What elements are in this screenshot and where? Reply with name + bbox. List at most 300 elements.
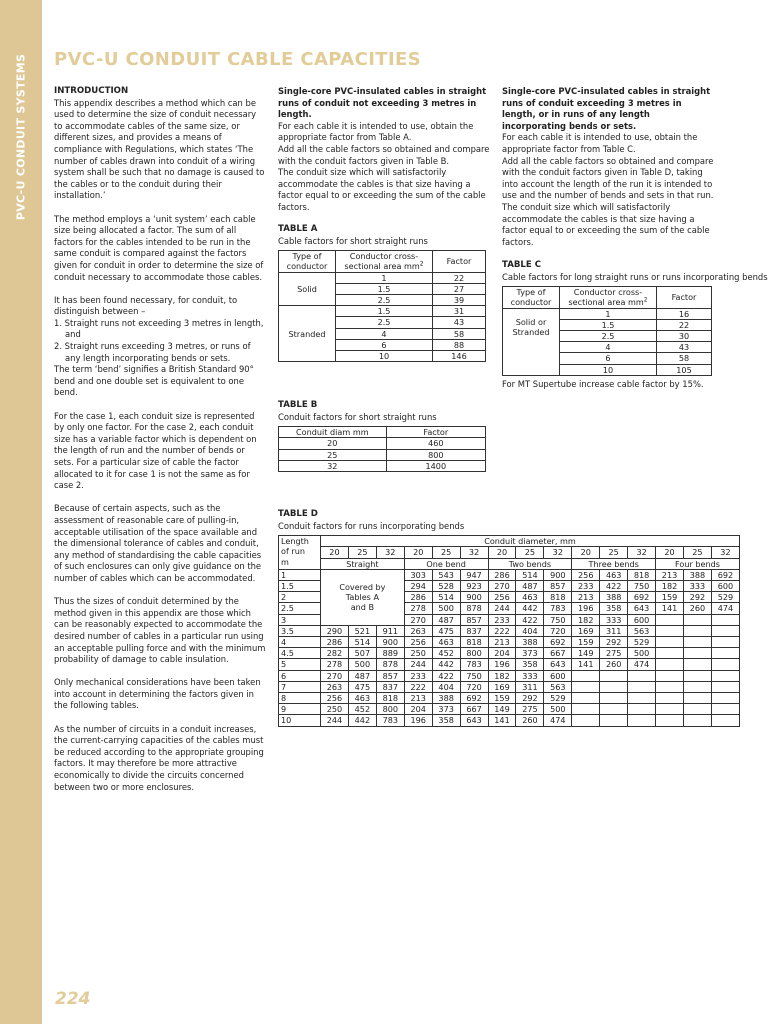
table-a-title: TABLE A [278,224,318,234]
table-cell [600,670,628,681]
table-cell: 39 [433,295,486,306]
table-cell: 878 [376,659,404,670]
table-cell: 750 [544,614,572,625]
table-cell: 333 [516,670,544,681]
table-cell: 311 [516,681,544,692]
intro-paragraph: For the case 1, each conduit size is represented by only one factor. For the case 2, each conduit size has a variable factor which is dependent on the length of run and the number of bends or sets. For a particular size of cable the factor allocated to it for case 1 is not the same as for case 2. [54,410,257,491]
table-cell: 900 [376,637,404,648]
table-cell: 463 [600,569,628,580]
table-header: Conduit diam mm [279,427,387,438]
table-cell: 800 [376,704,404,715]
table-cell [572,704,600,715]
table-cell: 22 [433,272,486,283]
table-cell: 182 [656,581,684,592]
table-cell: 500 [432,603,460,614]
table-cell: 204 [404,704,432,715]
table-cell: 388 [600,592,628,603]
table-cell: 750 [628,581,656,592]
table-cell: 30 [657,331,712,342]
table-cell: 58 [433,328,486,339]
length-header-line: m [281,556,289,567]
table-cell: 452 [432,648,460,659]
table-cell [656,659,684,670]
size-header-row [279,547,740,558]
table-c-subtitle: Cable factors for long straight runs or runs incorporating bends [502,271,768,282]
length-cell: 2.5 [279,603,321,614]
list-item: 2. Straight runs exceeding 3 metres, or runs of any length incorporating bends or sets. [54,341,251,363]
table-cell: 475 [348,681,376,692]
table-cell: 303 [404,569,432,580]
table-header: Conductor cross-sectional area $mm^2$ [560,287,657,308]
table-c-block [502,260,768,390]
size-header: 20 [321,547,349,558]
table-cell: 452 [348,704,376,715]
table-cell: 292 [516,693,544,704]
table-d-subtitle: Conduit factors for runs incorporating bends [278,520,465,531]
table-cell: 244 [488,603,516,614]
table-cell [656,704,684,715]
table-cell: 720 [460,681,488,692]
table-cell: 275 [516,704,544,715]
table-cell: 521 [348,625,376,636]
table-cell: 290 [321,625,349,636]
table-cell: 182 [488,670,516,681]
table-cell: 818 [460,637,488,648]
table-cell: 294 [404,581,432,592]
table-cell: 750 [460,670,488,681]
table-cell: 213 [572,592,600,603]
size-header: 32 [376,547,404,558]
table-cell [628,693,656,704]
table-cell: 149 [488,704,516,715]
table-cell [656,681,684,692]
table-cell: 692 [544,637,572,648]
length-cell: 2 [279,592,321,603]
table-cell: 204 [488,648,516,659]
table-cell: 16 [657,308,712,319]
table-cell: 233 [404,670,432,681]
length-header-line: Length [281,536,309,547]
table-cell: 783 [460,659,488,670]
table-cell: 244 [404,659,432,670]
table-cell: 43 [433,317,486,328]
table-cell: 800 [460,648,488,659]
table-d [278,535,740,726]
table-cell: 474 [628,659,656,670]
table-cell: 487 [432,614,460,625]
length-cell: 7 [279,681,321,692]
table-cell: 286 [321,637,349,648]
table-cell: 244 [321,715,349,726]
table-d-title: TABLE D [278,509,318,519]
table-cell [656,614,684,625]
bend-group-header: Four bends [656,558,740,569]
table-cell: 818 [376,693,404,704]
table-cell: 358 [600,603,628,614]
size-header: 20 [404,547,432,558]
covered-note-line: Tables A [345,592,380,603]
length-cell: 10 [279,715,321,726]
table-cell: 500 [544,704,572,715]
table-cell: 6 [336,339,433,350]
length-cell: 3 [279,614,321,625]
table-cell: 182 [572,614,600,625]
table-b-title: TABLE B [278,400,318,410]
long-runs-heading: Single-core PVC-insulated cables in straight runs of conduit exceeding 3 metres in length, or in runs of any length incorporating bends or sets. [502,86,711,131]
table-c-title: TABLE C [502,260,542,270]
table-cell: 292 [600,637,628,648]
size-header: 25 [432,547,460,558]
table-cell: 422 [600,581,628,592]
table-cell: 32 [279,460,387,471]
table-cell: 404 [516,625,544,636]
table-cell: 600 [711,581,739,592]
size-header: 32 [460,547,488,558]
table-cell: 256 [404,637,432,648]
length-cell: 4.5 [279,648,321,659]
table-cell: 286 [404,592,432,603]
table-cell: 667 [460,704,488,715]
table-row [279,569,740,580]
covered-note-cell [321,569,405,625]
table-c [502,286,712,376]
table-cell: 388 [432,693,460,704]
type-cell: Solid [279,272,336,306]
table-d-block [278,509,740,727]
table-cell: 563 [544,681,572,692]
table-cell [656,637,684,648]
section-label: PVC-U CONDUIT SYSTEMS [14,53,28,221]
table-cell: 507 [348,648,376,659]
table-cell: 358 [432,715,460,726]
table-cell: 563 [628,625,656,636]
table-cell: 2.5 [560,331,657,342]
introduction-heading: INTRODUCTION [54,86,129,96]
table-row [279,670,740,681]
sidebar-band [0,0,42,1024]
table-cell: 1.5 [336,306,433,317]
table-cell: 475 [432,625,460,636]
table-row [279,681,740,692]
table-cell: 487 [348,670,376,681]
table-cell: 667 [544,648,572,659]
long-runs-column [502,86,714,248]
table-cell [711,614,739,625]
table-cell [711,637,739,648]
table-cell [683,704,711,715]
table-cell [711,704,739,715]
table-cell: 1 [560,308,657,319]
table-cell: 373 [432,704,460,715]
bend-group-header: Two bends [488,558,572,569]
table-cell: 529 [544,693,572,704]
table-cell [711,670,739,681]
intro-paragraph: It has been found necessary, for conduit, to distinguish between – [54,294,238,317]
table-cell: 233 [488,614,516,625]
length-header-line: of run [281,546,305,557]
table-cell: 31 [433,306,486,317]
table-cell: 442 [516,603,544,614]
table-cell: 500 [628,648,656,659]
table-cell: 500 [348,659,376,670]
table-cell: 141 [488,715,516,726]
table-cell: 311 [600,625,628,636]
table-cell: 900 [544,569,572,580]
table-cell: 529 [628,637,656,648]
intro-paragraph: Thus the sizes of conduit determined by the method given in this appendix are those which can be reasonably expected to accommodate the desired number of cables in a particular run using an acceptable pulling force and with the minimum probability of damage to cable insulation. [54,596,266,665]
intro-paragraph: Because of certain aspects, such as the assessment of reasonable care of pulling-in, acceptable utilisation of the space available and the dimensional tolerance of cables and conduit, any method of standardising the cable capacities of such enclosures can only give guidance on the number of cables which can be accommodated. [54,503,262,583]
table-cell: 25 [279,449,387,460]
table-cell [683,715,711,726]
size-header: 20 [656,547,684,558]
table-cell: 857 [544,581,572,592]
table-cell: 250 [404,648,432,659]
table-cell: 600 [544,670,572,681]
table-cell: 169 [488,681,516,692]
table-cell [628,704,656,715]
table-row [279,715,740,726]
table-cell: 270 [404,614,432,625]
table-cell: 643 [544,659,572,670]
table-cell: 256 [321,693,349,704]
bend-group-header: Straight [321,558,405,569]
size-header: 32 [711,547,739,558]
table-cell: 88 [433,339,486,350]
table-cell [656,648,684,659]
table-cell: 196 [488,659,516,670]
table-cell: 263 [321,681,349,692]
table-cell: 514 [348,637,376,648]
intro-paragraph: As the number of circuits in a conduit increases, the current-carrying capacities of the cables must be reduced according to the appropriate grouping factors. It may therefore be more attractive economically to divide the circuits concerned between two or more enclosures. [54,723,264,792]
table-cell: 159 [572,637,600,648]
table-cell: 692 [628,592,656,603]
table-b [278,426,486,472]
table-cell: 720 [544,625,572,636]
table-row [279,648,740,659]
table-cell: 20 [279,438,387,449]
covered-note-line: Covered by [339,582,386,592]
table-cell: 388 [683,569,711,580]
table-cell [683,625,711,636]
table-cell: 278 [321,659,349,670]
table-cell: 404 [432,681,460,692]
table-cell: 260 [600,659,628,670]
table-cell [683,670,711,681]
table-cell: 442 [348,715,376,726]
length-cell: 8 [279,693,321,704]
table-cell: 692 [711,569,739,580]
table-cell: 233 [572,581,600,592]
table-cell: 282 [321,648,349,659]
table-cell: 442 [432,659,460,670]
table-cell: 10 [560,364,657,375]
table-cell: 278 [404,603,432,614]
size-header: 25 [600,547,628,558]
table-cell: 146 [433,351,486,362]
group-header-row [279,558,740,569]
table-cell: 1.5 [560,319,657,330]
table-cell: 4 [336,328,433,339]
size-header: 25 [348,547,376,558]
table-cell: 1.5 [336,283,433,294]
table-cell [600,704,628,715]
size-header: 25 [683,547,711,558]
table-b-block [278,400,486,472]
table-cell: 58 [657,353,712,364]
diameter-header: Conduit diameter, mm [321,536,740,547]
table-cell [683,693,711,704]
type-cell: Stranded [279,306,336,362]
table-cell [683,614,711,625]
table-cell [711,648,739,659]
length-cell: 1 [279,569,321,580]
table-cell: 196 [572,603,600,614]
table-cell: 159 [488,693,516,704]
table-cell: 256 [572,569,600,580]
table-cell [628,681,656,692]
size-header: 20 [488,547,516,558]
table-cell: 528 [432,581,460,592]
long-runs-body: For each cable it is intended to use, obtain the appropriate factor from Table C. Add all the cable factors so obtained and compare with the conduit factors given in Table D, taking into account the length of the run it is intended to use and the number of bends and sets in that run. The conduit size which will satisfactorily accommodate the cables is that size having a factor equal to or exceeding the sum of the cable factors. [502,132,714,247]
table-cell: 141 [656,603,684,614]
table-cell: 43 [657,342,712,353]
table-cell [572,670,600,681]
table-cell [656,625,684,636]
table-cell: 2.5 [336,295,433,306]
table-cell: 22 [657,319,712,330]
table-cell: 783 [544,603,572,614]
table-cell: 141 [572,659,600,670]
table-cell [711,693,739,704]
table-cell: 222 [404,681,432,692]
table-c-note: For MT Supertube increase cable factor by 15%. [502,378,704,389]
table-cell: 358 [516,659,544,670]
intro-paragraph: The term ‘bend’ signifies a British Standard 90° bend and one double set is equivalent to one bend. [54,364,254,398]
table-cell: 422 [516,614,544,625]
table-cell: 889 [376,648,404,659]
table-cell: 2.5 [336,317,433,328]
table-cell [656,715,684,726]
table-cell: 286 [488,569,516,580]
table-cell: 514 [432,592,460,603]
length-cell: 3.5 [279,625,321,636]
table-header: Type of conductor [503,287,560,308]
table-header: Factor [433,251,486,272]
table-header: Factor [386,427,485,438]
short-runs-column [278,86,490,214]
table-b-subtitle: Conduit factors for short straight runs [278,411,437,422]
table-header [279,536,321,570]
table-cell: 643 [628,603,656,614]
length-cell: 1.5 [279,581,321,592]
type-cell: Solid or Stranded [503,308,560,375]
table-cell: 388 [516,637,544,648]
table-cell: 474 [544,715,572,726]
size-header: 20 [572,547,600,558]
short-runs-heading: Single-core PVC-insulated cables in straight runs of conduit not exceeding 3 metres in length. [278,86,487,120]
table-cell: 857 [460,614,488,625]
length-cell: 5 [279,659,321,670]
page-number: 224 [55,989,91,1009]
table-cell: 947 [460,569,488,580]
table-cell: 149 [572,648,600,659]
table-cell: 422 [432,670,460,681]
table-header: Type of conductor [279,251,336,272]
table-header: Factor [657,287,712,308]
table-cell: 213 [404,693,432,704]
intro-paragraph: Only mechanical considerations have been taken into account in determining the factors given in the following tables. [54,677,261,711]
table-cell [572,693,600,704]
table-cell [683,637,711,648]
short-runs-body: For each cable it is intended to use, obtain the appropriate factor from Table A. Add all the cable factors so obtained and compare with the conduit factors given in Table B. The conduit size which will satisfactorily accommodate the cables is that size having a factor equal to or exceeding the sum of the cable factors. [278,120,490,212]
table-cell: 837 [376,681,404,692]
table-cell: 911 [376,625,404,636]
table-cell: 878 [460,603,488,614]
table-a [278,250,486,362]
table-cell: 837 [460,625,488,636]
table-cell [711,681,739,692]
bend-group-header: Three bends [572,558,656,569]
table-cell: 463 [516,592,544,603]
table-cell: 818 [628,569,656,580]
table-a-subtitle: Cable factors for short straight runs [278,235,428,246]
length-cell: 6 [279,670,321,681]
table-cell: 1400 [386,460,485,471]
table-cell [683,648,711,659]
page-title: PVC-U CONDUIT CABLE CAPACITIES [54,49,422,70]
table-cell: 463 [432,637,460,648]
table-cell: 333 [683,581,711,592]
table-cell [628,715,656,726]
table-cell: 373 [516,648,544,659]
intro-paragraph: This appendix describes a method which can be used to determine the size of conduit necessary to accommodate cables of the same size, or different sizes, and provides a means of compliance with Regulations, which states ‘The number of cables drawn into conduit of a wiring system shall be such that no damage is caused to the cables or to the conduit during their installation.’ [54,97,265,201]
table-cell: 857 [376,670,404,681]
table-cell: 260 [683,603,711,614]
table-header: Conductor cross-sectional area $mm^2$ [336,251,433,272]
intro-paragraph: The method employs a ‘unit system’ each cable size being allocated a factor. The sum of all factors for the cables intended to be run in the same conduit is compared against the factors given for conduit in order to determine the size of conduit necessary to accommodate those cables. [54,213,264,282]
table-cell: 196 [404,715,432,726]
table-cell: 270 [488,581,516,592]
table-row [279,659,740,670]
table-cell: 923 [460,581,488,592]
table-cell: 169 [572,625,600,636]
table-cell: 900 [460,592,488,603]
table-cell: 643 [460,715,488,726]
size-header: 32 [544,547,572,558]
table-cell: 463 [348,693,376,704]
table-cell [683,681,711,692]
bend-group-header: One bend [404,558,488,569]
table-row [279,637,740,648]
table-cell [572,715,600,726]
table-row [279,625,740,636]
length-cell: 9 [279,704,321,715]
table-cell: 333 [600,614,628,625]
table-cell: 260 [516,715,544,726]
table-a-block [278,224,486,362]
table-cell: 256 [488,592,516,603]
table-cell: 1 [336,272,433,283]
table-cell [600,693,628,704]
table-cell: 543 [432,569,460,580]
table-cell: 474 [711,603,739,614]
table-cell: 275 [600,648,628,659]
table-cell: 222 [488,625,516,636]
table-cell: 818 [544,592,572,603]
covered-note-line: and B [350,602,375,613]
case-list [54,318,266,364]
table-cell: 10 [336,351,433,362]
